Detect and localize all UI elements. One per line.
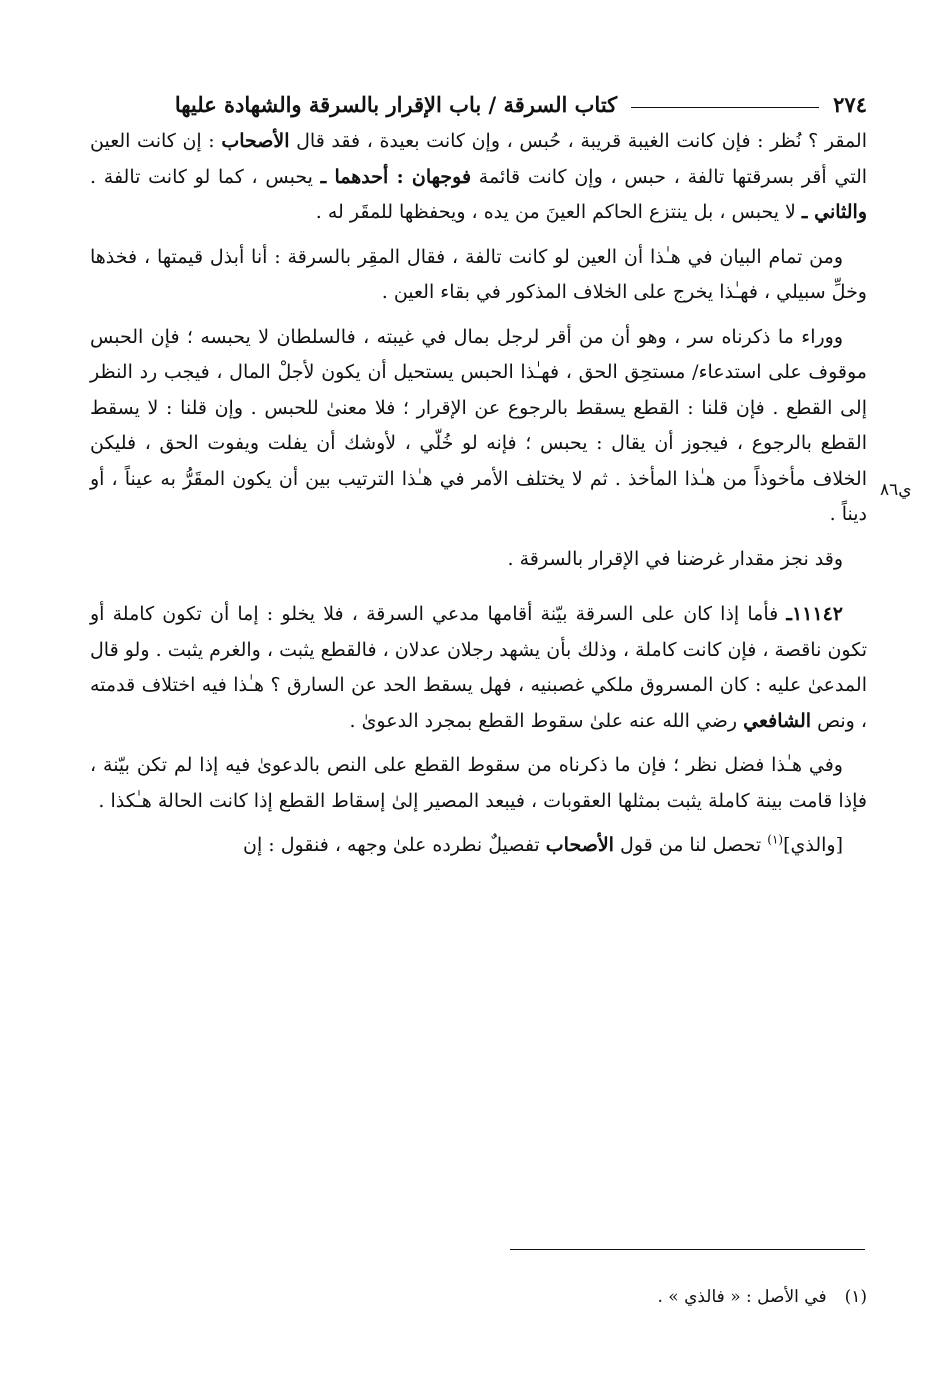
paragraph-1 — [90, 124, 867, 231]
footnote-text: في الأصل : « فالذي » . — [657, 1287, 827, 1307]
text-run: يحبس ، كما لو كانت تالفة . — [90, 165, 321, 188]
text-run: تحصل لنا من قول — [613, 834, 768, 856]
paragraph-7 — [90, 828, 867, 864]
page-number: ٢٧٤ — [833, 91, 867, 117]
footnote-marker[interactable]: (١) — [767, 832, 784, 847]
margin-page-reference: ي٨٦ — [880, 480, 912, 500]
footnote — [300, 1283, 867, 1311]
paragraph-6: وفي هـٰذا فضل نظر ؛ فإن ما ذكرناه من سقوط القطع على النص بالدعوىٰ فيه إذا لم تكن بيّنة ، فإذا قامت بينة كاملة يثبت بمثلها العقوبات ، فيبعد المصير إلىٰ إسقاط القطع إذا كانت الحالة هـٰكذا . — [90, 754, 867, 812]
text-run: [والذي] — [783, 834, 843, 856]
bold-term: الأصحاب — [545, 834, 614, 856]
paragraph-2: ومن تمام البيان في هـٰذا أن العين لو كانت تالفة ، فقال المقِر بالسرقة : أنا أبذل قيمتها ، فخذها وخلِّ سبيلي ، فهـٰذا يخرج على الخلاف المذكور في بقاء العين . — [90, 245, 867, 303]
section-number: ١١١٤٢ـ — [786, 603, 843, 625]
paragraph-4: وقد نجز مقدار غرضنا في الإقرار بالسرقة . — [507, 547, 843, 570]
text-run: تفصيلٌ نطرده علىٰ وجهه ، فنقول : إن — [243, 834, 546, 856]
text-run: لا يحبس ، بل ينتزع الحاكم العينَ من يده ، ويحفظها للمقَر له . — [315, 201, 802, 223]
header-rule — [631, 107, 819, 108]
bold-term: الشافعي — [743, 709, 812, 732]
bold-term: والثاني ـ — [801, 201, 867, 223]
text-run: المقر ؟ نُظر : فإن كانت الغيبة قريبة ، حُبس ، وإن كانت بعيدة ، فقد قال — [289, 130, 867, 152]
footnote-rule — [510, 1249, 865, 1250]
text-run: رضي الله عنه علىٰ سقوط القطع بمجرد الدعوىٰ . — [349, 709, 744, 732]
header-title: كتاب السرقة / باب الإقرار بالسرقة والشهادة عليها — [174, 91, 618, 117]
paragraph-3: ووراء ما ذكرناه سر ، وهو أن من أقر لرجل بمال في غيبته ، فالسلطان لا يحبسه ؛ فإن الحبس موقوف على استدعاء/ مستحِق الحق ، فهـٰذا الحبس يستحيل أن يكون لأجلْ المال ، فيجب رد النظر إلى القطع . فإن قلنا : القطع يسقط بالرجوع عن الإقرار ؛ فلا معنىٰ للحبس . وإن قلنا : لا يسقط القطع بالرجوع ، فيجوز أن يقال : يحبس ؛ فإنه لو خُلّي ، لأوشك أن يفلت ويفوت الحق ، فليكن الخلاف مأخوذاً من هـٰذا المأخذ . ثم لا يختلف الأمر في هـٰذا الترتيب بين أن يكون المقَرُّ به عيناً ، أو ديناً . — [90, 325, 867, 525]
footnote-number: (١) — [844, 1287, 867, 1307]
paragraph-5 — [90, 597, 867, 739]
running-header — [92, 86, 867, 122]
bold-term: فوجهان : أحدهما ـ — [320, 165, 472, 188]
main-text — [90, 124, 867, 864]
bold-term: الأصحاب — [221, 130, 290, 152]
text-run: فأما إذا كان على السرقة بيّنة أقامها مدعي السرقة ، فلا يخلو : إما أن تكون كاملة أو تكون ناقصة ، فإن كانت كاملة ، وذلك بأن يشهد رجلان عدلان ، فالقطع يثبت ، والغرم يثبت . ولو قال المدعىٰ عليه : كان المسروق ملكي غصبنيه ، فهل يسقط الحد عن السارق ؟ هـٰذا فيه اختلاف قدمته ، ونص — [90, 603, 867, 732]
text-run: : إن كانت العين التي أقر بسرقتها تالفة ، حبس ، وإن كانت قائمة — [90, 130, 868, 188]
